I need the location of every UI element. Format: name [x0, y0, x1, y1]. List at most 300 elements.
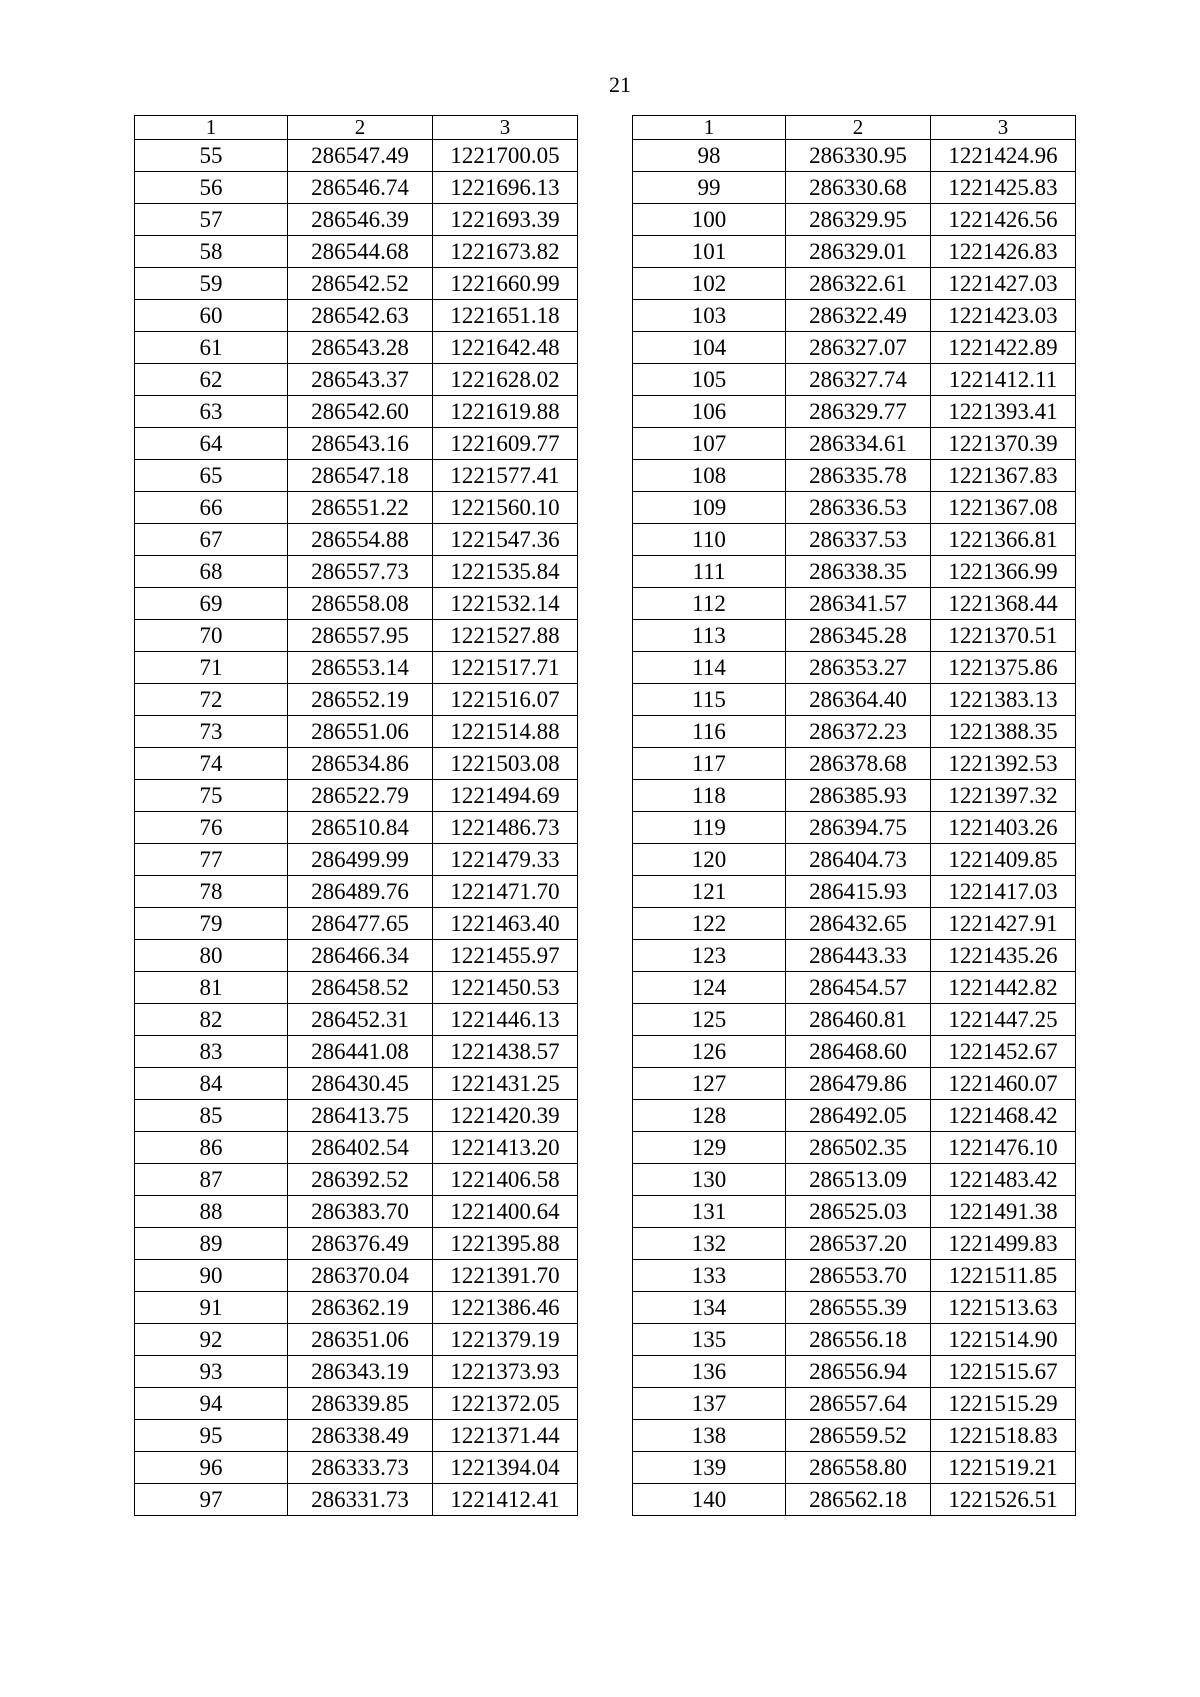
table-row — [633, 844, 1076, 876]
y-coordinate-cell: 1221412.41 — [433, 1484, 578, 1516]
y-coordinate-cell: 1221379.19 — [433, 1324, 578, 1356]
y-coordinate-cell: 1221511.85 — [931, 1260, 1076, 1292]
y-coordinate-cell: 1221494.69 — [433, 780, 578, 812]
x-coordinate-cell: 286341.57 — [786, 588, 931, 620]
y-coordinate-cell: 1221515.29 — [931, 1388, 1076, 1420]
y-coordinate-cell: 1221372.05 — [433, 1388, 578, 1420]
point-number-cell: 85 — [135, 1100, 288, 1132]
column-header-1: 1 — [135, 116, 288, 140]
table-row — [633, 492, 1076, 524]
y-coordinate-cell: 1221367.08 — [931, 492, 1076, 524]
x-coordinate-cell: 286335.78 — [786, 460, 931, 492]
table-row — [135, 620, 578, 652]
table-row — [135, 1484, 578, 1516]
table-row — [135, 780, 578, 812]
y-coordinate-cell: 1221560.10 — [433, 492, 578, 524]
x-coordinate-cell: 286338.49 — [288, 1420, 433, 1452]
point-number-cell: 118 — [633, 780, 786, 812]
column-header-3: 3 — [931, 116, 1076, 140]
point-number-cell: 138 — [633, 1420, 786, 1452]
table-row — [135, 684, 578, 716]
table-row — [633, 364, 1076, 396]
y-coordinate-cell: 1221479.33 — [433, 844, 578, 876]
x-coordinate-cell: 286551.06 — [288, 716, 433, 748]
column-header-1: 1 — [633, 116, 786, 140]
y-coordinate-cell: 1221427.91 — [931, 908, 1076, 940]
table-row — [633, 812, 1076, 844]
table-row — [633, 1324, 1076, 1356]
point-number-cell: 92 — [135, 1324, 288, 1356]
table-row — [135, 940, 578, 972]
table-row — [135, 364, 578, 396]
x-coordinate-cell: 286385.93 — [786, 780, 931, 812]
point-number-cell: 117 — [633, 748, 786, 780]
x-coordinate-cell: 286392.52 — [288, 1164, 433, 1196]
x-coordinate-cell: 286557.95 — [288, 620, 433, 652]
y-coordinate-cell: 1221391.70 — [433, 1260, 578, 1292]
x-coordinate-cell: 286329.77 — [786, 396, 931, 428]
point-number-cell: 70 — [135, 620, 288, 652]
point-number-cell: 88 — [135, 1196, 288, 1228]
y-coordinate-cell: 1221532.14 — [433, 588, 578, 620]
y-coordinate-cell: 1221438.57 — [433, 1036, 578, 1068]
table-row — [633, 1228, 1076, 1260]
y-coordinate-cell: 1221514.88 — [433, 716, 578, 748]
table-row — [633, 524, 1076, 556]
x-coordinate-cell: 286543.28 — [288, 332, 433, 364]
point-number-cell: 69 — [135, 588, 288, 620]
point-number-cell: 108 — [633, 460, 786, 492]
point-number-cell: 106 — [633, 396, 786, 428]
x-coordinate-cell: 286552.19 — [288, 684, 433, 716]
point-number-cell: 133 — [633, 1260, 786, 1292]
table-row — [135, 1100, 578, 1132]
y-coordinate-cell: 1221452.67 — [931, 1036, 1076, 1068]
y-coordinate-cell: 1221368.44 — [931, 588, 1076, 620]
y-coordinate-cell: 1221514.90 — [931, 1324, 1076, 1356]
table-row — [633, 204, 1076, 236]
point-number-cell: 57 — [135, 204, 288, 236]
y-coordinate-cell: 1221442.82 — [931, 972, 1076, 1004]
y-coordinate-cell: 1221609.77 — [433, 428, 578, 460]
y-coordinate-cell: 1221413.20 — [433, 1132, 578, 1164]
page-number: 21 — [609, 72, 631, 97]
table-row — [135, 1164, 578, 1196]
point-number-cell: 128 — [633, 1100, 786, 1132]
point-number-cell: 94 — [135, 1388, 288, 1420]
point-number-cell: 68 — [135, 556, 288, 588]
x-coordinate-cell: 286547.49 — [288, 140, 433, 172]
point-number-cell: 116 — [633, 716, 786, 748]
x-coordinate-cell: 286542.60 — [288, 396, 433, 428]
table-row — [633, 588, 1076, 620]
y-coordinate-cell: 1221450.53 — [433, 972, 578, 1004]
x-coordinate-cell: 286499.99 — [288, 844, 433, 876]
x-coordinate-cell: 286557.73 — [288, 556, 433, 588]
x-coordinate-cell: 286452.31 — [288, 1004, 433, 1036]
table-row — [135, 268, 578, 300]
x-coordinate-cell: 286468.60 — [786, 1036, 931, 1068]
x-coordinate-cell: 286343.19 — [288, 1356, 433, 1388]
y-coordinate-cell: 1221370.39 — [931, 428, 1076, 460]
x-coordinate-cell: 286553.70 — [786, 1260, 931, 1292]
table-row — [135, 1228, 578, 1260]
table-row — [135, 1420, 578, 1452]
point-number-cell: 91 — [135, 1292, 288, 1324]
y-coordinate-cell: 1221366.81 — [931, 524, 1076, 556]
y-coordinate-cell: 1221460.07 — [931, 1068, 1076, 1100]
x-coordinate-cell: 286559.52 — [786, 1420, 931, 1452]
table-header-row — [135, 116, 578, 140]
y-coordinate-cell: 1221366.99 — [931, 556, 1076, 588]
x-coordinate-cell: 286558.08 — [288, 588, 433, 620]
table-row — [135, 1356, 578, 1388]
table-row — [633, 300, 1076, 332]
table-row — [135, 652, 578, 684]
x-coordinate-cell: 286329.95 — [786, 204, 931, 236]
y-coordinate-cell: 1221427.03 — [931, 268, 1076, 300]
y-coordinate-cell: 1221527.88 — [433, 620, 578, 652]
table-row — [633, 1196, 1076, 1228]
table-row — [633, 140, 1076, 172]
y-coordinate-cell: 1221383.13 — [931, 684, 1076, 716]
point-number-cell: 114 — [633, 652, 786, 684]
table-row — [633, 236, 1076, 268]
point-number-cell: 79 — [135, 908, 288, 940]
point-number-cell: 99 — [633, 172, 786, 204]
table-row — [633, 1036, 1076, 1068]
y-coordinate-cell: 1221393.41 — [931, 396, 1076, 428]
point-number-cell: 71 — [135, 652, 288, 684]
table-row — [135, 140, 578, 172]
point-number-cell: 67 — [135, 524, 288, 556]
point-number-cell: 76 — [135, 812, 288, 844]
table-row — [633, 652, 1076, 684]
x-coordinate-cell: 286376.49 — [288, 1228, 433, 1260]
point-number-cell: 126 — [633, 1036, 786, 1068]
point-number-cell: 135 — [633, 1324, 786, 1356]
point-number-cell: 100 — [633, 204, 786, 236]
point-number-cell: 56 — [135, 172, 288, 204]
y-coordinate-cell: 1221447.25 — [931, 1004, 1076, 1036]
x-coordinate-cell: 286336.53 — [786, 492, 931, 524]
y-coordinate-cell: 1221371.44 — [433, 1420, 578, 1452]
point-number-cell: 75 — [135, 780, 288, 812]
point-number-cell: 60 — [135, 300, 288, 332]
x-coordinate-cell: 286502.35 — [786, 1132, 931, 1164]
x-coordinate-cell: 286542.52 — [288, 268, 433, 300]
y-coordinate-cell: 1221392.53 — [931, 748, 1076, 780]
y-coordinate-cell: 1221388.35 — [931, 716, 1076, 748]
x-coordinate-cell: 286402.54 — [288, 1132, 433, 1164]
x-coordinate-cell: 286546.74 — [288, 172, 433, 204]
y-coordinate-cell: 1221373.93 — [433, 1356, 578, 1388]
x-coordinate-cell: 286510.84 — [288, 812, 433, 844]
table-row — [135, 876, 578, 908]
x-coordinate-cell: 286554.88 — [288, 524, 433, 556]
point-number-cell: 64 — [135, 428, 288, 460]
table-row — [633, 1164, 1076, 1196]
table-row — [633, 1452, 1076, 1484]
point-number-cell: 125 — [633, 1004, 786, 1036]
point-number-cell: 111 — [633, 556, 786, 588]
table-row — [633, 172, 1076, 204]
y-coordinate-cell: 1221417.03 — [931, 876, 1076, 908]
point-number-cell: 113 — [633, 620, 786, 652]
y-coordinate-cell: 1221486.73 — [433, 812, 578, 844]
table-row — [135, 1324, 578, 1356]
x-coordinate-cell: 286394.75 — [786, 812, 931, 844]
x-coordinate-cell: 286329.01 — [786, 236, 931, 268]
point-number-cell: 66 — [135, 492, 288, 524]
y-coordinate-cell: 1221700.05 — [433, 140, 578, 172]
point-number-cell: 121 — [633, 876, 786, 908]
x-coordinate-cell: 286466.34 — [288, 940, 433, 972]
table-row — [135, 844, 578, 876]
y-coordinate-cell: 1221426.83 — [931, 236, 1076, 268]
x-coordinate-cell: 286327.74 — [786, 364, 931, 396]
x-coordinate-cell: 286441.08 — [288, 1036, 433, 1068]
point-number-cell: 120 — [633, 844, 786, 876]
point-number-cell: 55 — [135, 140, 288, 172]
y-coordinate-cell: 1221535.84 — [433, 556, 578, 588]
point-number-cell: 103 — [633, 300, 786, 332]
x-coordinate-cell: 286556.18 — [786, 1324, 931, 1356]
point-number-cell: 139 — [633, 1452, 786, 1484]
point-number-cell: 93 — [135, 1356, 288, 1388]
x-coordinate-cell: 286415.93 — [786, 876, 931, 908]
y-coordinate-cell: 1221577.41 — [433, 460, 578, 492]
point-number-cell: 127 — [633, 1068, 786, 1100]
x-coordinate-cell: 286338.35 — [786, 556, 931, 588]
point-number-cell: 124 — [633, 972, 786, 1004]
y-coordinate-cell: 1221468.42 — [931, 1100, 1076, 1132]
y-coordinate-cell: 1221499.83 — [931, 1228, 1076, 1260]
point-number-cell: 72 — [135, 684, 288, 716]
x-coordinate-cell: 286383.70 — [288, 1196, 433, 1228]
x-coordinate-cell: 286543.37 — [288, 364, 433, 396]
y-coordinate-cell: 1221406.58 — [433, 1164, 578, 1196]
x-coordinate-cell: 286432.65 — [786, 908, 931, 940]
y-coordinate-cell: 1221412.11 — [931, 364, 1076, 396]
table-row — [633, 396, 1076, 428]
table-row — [135, 588, 578, 620]
x-coordinate-cell: 286477.65 — [288, 908, 433, 940]
x-coordinate-cell: 286562.18 — [786, 1484, 931, 1516]
point-number-cell: 96 — [135, 1452, 288, 1484]
y-coordinate-cell: 1221397.32 — [931, 780, 1076, 812]
point-number-cell: 63 — [135, 396, 288, 428]
y-coordinate-cell: 1221424.96 — [931, 140, 1076, 172]
point-number-cell: 97 — [135, 1484, 288, 1516]
point-number-cell: 101 — [633, 236, 786, 268]
table-row — [135, 748, 578, 780]
y-coordinate-cell: 1221431.25 — [433, 1068, 578, 1100]
y-coordinate-cell: 1221526.51 — [931, 1484, 1076, 1516]
x-coordinate-cell: 286351.06 — [288, 1324, 433, 1356]
x-coordinate-cell: 286557.64 — [786, 1388, 931, 1420]
x-coordinate-cell: 286458.52 — [288, 972, 433, 1004]
point-number-cell: 78 — [135, 876, 288, 908]
point-number-cell: 115 — [633, 684, 786, 716]
x-coordinate-cell: 286553.14 — [288, 652, 433, 684]
x-coordinate-cell: 286339.85 — [288, 1388, 433, 1420]
table-row — [135, 524, 578, 556]
table-row — [633, 332, 1076, 364]
x-coordinate-cell: 286413.75 — [288, 1100, 433, 1132]
table-row — [633, 780, 1076, 812]
point-number-cell: 61 — [135, 332, 288, 364]
table-row — [135, 396, 578, 428]
point-number-cell: 136 — [633, 1356, 786, 1388]
table-row — [633, 940, 1076, 972]
point-number-cell: 131 — [633, 1196, 786, 1228]
table-row — [135, 972, 578, 1004]
y-coordinate-cell: 1221400.64 — [433, 1196, 578, 1228]
point-number-cell: 137 — [633, 1388, 786, 1420]
table-row — [135, 236, 578, 268]
point-number-cell: 82 — [135, 1004, 288, 1036]
y-coordinate-cell: 1221422.89 — [931, 332, 1076, 364]
y-coordinate-cell: 1221642.48 — [433, 332, 578, 364]
point-number-cell: 130 — [633, 1164, 786, 1196]
y-coordinate-cell: 1221386.46 — [433, 1292, 578, 1324]
x-coordinate-cell: 286353.27 — [786, 652, 931, 684]
y-coordinate-cell: 1221519.21 — [931, 1452, 1076, 1484]
y-coordinate-cell: 1221651.18 — [433, 300, 578, 332]
x-coordinate-cell: 286331.73 — [288, 1484, 433, 1516]
point-number-cell: 89 — [135, 1228, 288, 1260]
point-number-cell: 80 — [135, 940, 288, 972]
table-row — [135, 1292, 578, 1324]
x-coordinate-cell: 286544.68 — [288, 236, 433, 268]
x-coordinate-cell: 286370.04 — [288, 1260, 433, 1292]
y-coordinate-cell: 1221420.39 — [433, 1100, 578, 1132]
coordinates-table-right — [632, 115, 1076, 1516]
table-row — [633, 460, 1076, 492]
point-number-cell: 62 — [135, 364, 288, 396]
x-coordinate-cell: 286330.95 — [786, 140, 931, 172]
point-number-cell: 73 — [135, 716, 288, 748]
table-row — [135, 300, 578, 332]
y-coordinate-cell: 1221425.83 — [931, 172, 1076, 204]
point-number-cell: 98 — [633, 140, 786, 172]
table-row — [135, 332, 578, 364]
table-row — [633, 1004, 1076, 1036]
x-coordinate-cell: 286546.39 — [288, 204, 433, 236]
point-number-cell: 129 — [633, 1132, 786, 1164]
y-coordinate-cell: 1221693.39 — [433, 204, 578, 236]
y-coordinate-cell: 1221513.63 — [931, 1292, 1076, 1324]
point-number-cell: 81 — [135, 972, 288, 1004]
table-row — [633, 876, 1076, 908]
table-row — [135, 460, 578, 492]
table-row — [135, 908, 578, 940]
table-row — [135, 1132, 578, 1164]
table-row — [633, 908, 1076, 940]
y-coordinate-cell: 1221517.71 — [433, 652, 578, 684]
column-header-2: 2 — [288, 116, 433, 140]
x-coordinate-cell: 286443.33 — [786, 940, 931, 972]
point-number-cell: 77 — [135, 844, 288, 876]
y-coordinate-cell: 1221476.10 — [931, 1132, 1076, 1164]
y-coordinate-cell: 1221503.08 — [433, 748, 578, 780]
y-coordinate-cell: 1221547.36 — [433, 524, 578, 556]
point-number-cell: 59 — [135, 268, 288, 300]
y-coordinate-cell: 1221471.70 — [433, 876, 578, 908]
table-row — [135, 1004, 578, 1036]
x-coordinate-cell: 286404.73 — [786, 844, 931, 876]
table-row — [633, 1068, 1076, 1100]
table-row — [135, 172, 578, 204]
y-coordinate-cell: 1221516.07 — [433, 684, 578, 716]
point-number-cell: 74 — [135, 748, 288, 780]
point-number-cell: 123 — [633, 940, 786, 972]
x-coordinate-cell: 286454.57 — [786, 972, 931, 1004]
x-coordinate-cell: 286337.53 — [786, 524, 931, 556]
y-coordinate-cell: 1221619.88 — [433, 396, 578, 428]
x-coordinate-cell: 286334.61 — [786, 428, 931, 460]
point-number-cell: 90 — [135, 1260, 288, 1292]
point-number-cell: 95 — [135, 1420, 288, 1452]
y-coordinate-cell: 1221455.97 — [433, 940, 578, 972]
x-coordinate-cell: 286534.86 — [288, 748, 433, 780]
y-coordinate-cell: 1221463.40 — [433, 908, 578, 940]
table-row — [135, 1068, 578, 1100]
y-coordinate-cell: 1221409.85 — [931, 844, 1076, 876]
y-coordinate-cell: 1221515.67 — [931, 1356, 1076, 1388]
table-row — [633, 1100, 1076, 1132]
point-number-cell: 102 — [633, 268, 786, 300]
point-number-cell: 87 — [135, 1164, 288, 1196]
y-coordinate-cell: 1221446.13 — [433, 1004, 578, 1036]
table-row — [633, 972, 1076, 1004]
table-row — [135, 428, 578, 460]
coordinates-table-left — [134, 115, 578, 1516]
x-coordinate-cell: 286345.28 — [786, 620, 931, 652]
point-number-cell: 110 — [633, 524, 786, 556]
y-coordinate-cell: 1221395.88 — [433, 1228, 578, 1260]
table-row — [633, 716, 1076, 748]
table-row — [135, 1036, 578, 1068]
point-number-cell: 105 — [633, 364, 786, 396]
point-number-cell: 86 — [135, 1132, 288, 1164]
table-row — [633, 1388, 1076, 1420]
column-header-2: 2 — [786, 116, 931, 140]
table-row — [633, 1260, 1076, 1292]
table-row — [135, 1196, 578, 1228]
point-number-cell: 58 — [135, 236, 288, 268]
table-row — [633, 620, 1076, 652]
y-coordinate-cell: 1221483.42 — [931, 1164, 1076, 1196]
x-coordinate-cell: 286522.79 — [288, 780, 433, 812]
table-row — [633, 556, 1076, 588]
x-coordinate-cell: 286513.09 — [786, 1164, 931, 1196]
point-number-cell: 109 — [633, 492, 786, 524]
table-row — [135, 492, 578, 524]
table-row — [633, 1484, 1076, 1516]
x-coordinate-cell: 286479.86 — [786, 1068, 931, 1100]
table-row — [633, 684, 1076, 716]
x-coordinate-cell: 286378.68 — [786, 748, 931, 780]
x-coordinate-cell: 286372.23 — [786, 716, 931, 748]
x-coordinate-cell: 286364.40 — [786, 684, 931, 716]
point-number-cell: 140 — [633, 1484, 786, 1516]
x-coordinate-cell: 286460.81 — [786, 1004, 931, 1036]
table-row — [135, 1388, 578, 1420]
point-number-cell: 84 — [135, 1068, 288, 1100]
x-coordinate-cell: 286556.94 — [786, 1356, 931, 1388]
